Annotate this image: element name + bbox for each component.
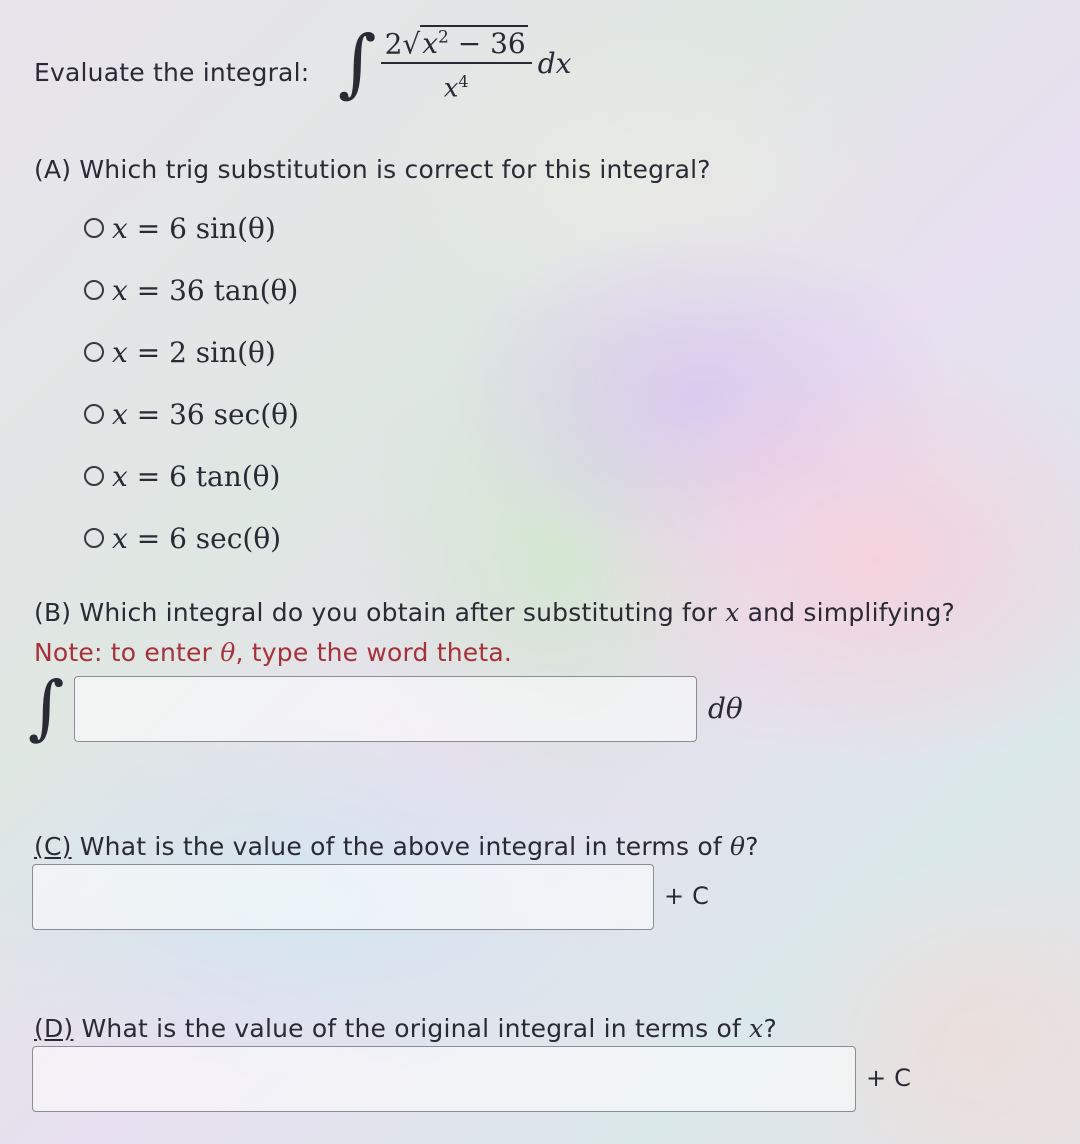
part-c-label: (C) (34, 832, 72, 861)
part-a-options (84, 208, 299, 558)
part-d-input[interactable] (32, 1046, 856, 1112)
part-b-question-text: (B) Which integral do you obtain after substituting for (34, 598, 726, 627)
note-theta: θ (220, 638, 236, 667)
sqrt-symbol: √ (402, 27, 421, 61)
option-2sin[interactable] (84, 332, 299, 372)
option-variable: x (112, 335, 128, 369)
note-text-end: , type the word theta. (235, 638, 513, 667)
option-6sin[interactable] (84, 208, 299, 248)
differential: dx (537, 46, 572, 80)
option-36sec[interactable] (84, 394, 299, 434)
option-math (112, 336, 276, 369)
option-equals: = (127, 211, 170, 245)
radicand-exponent: 2 (438, 28, 449, 48)
option-equals: = (127, 335, 170, 369)
radicand-constant: − 36 (448, 27, 526, 61)
option-value: 6 tan(θ) (169, 459, 281, 493)
option-math (112, 522, 281, 555)
option-equals: = (127, 397, 170, 431)
integral-sign: ∫ (338, 20, 377, 107)
option-36tan[interactable] (84, 270, 299, 310)
part-d-plus-c: + C (866, 1064, 912, 1092)
radicand-variable: x (422, 27, 439, 61)
option-value: 6 sin(θ) (169, 211, 276, 245)
integral-expression (338, 20, 571, 107)
part-c-question-end: ? (745, 832, 759, 861)
option-6tan[interactable] (84, 456, 299, 496)
integrand-numerator (381, 20, 532, 64)
part-c-question (34, 832, 759, 861)
radio-button[interactable] (84, 218, 104, 238)
part-d-label: (D) (34, 1014, 74, 1043)
option-variable: x (112, 459, 128, 493)
part-c-plus-c: + C (664, 882, 710, 910)
radicand (420, 25, 528, 60)
option-6sec[interactable] (84, 518, 299, 558)
option-math (112, 274, 298, 307)
option-value: 36 sec(θ) (169, 397, 299, 431)
part-d-variable: x (749, 1014, 764, 1043)
option-math (112, 398, 299, 431)
part-a-question: (A) Which trig substitution is correct for this integral? (34, 155, 711, 184)
denominator-variable: x (443, 73, 459, 104)
option-variable: x (112, 397, 128, 431)
integrand-denominator (444, 64, 469, 107)
option-equals: = (127, 273, 170, 307)
part-b-dtheta: dθ (708, 692, 743, 725)
option-math (112, 212, 276, 245)
part-b-question (34, 598, 955, 627)
part-b-input[interactable] (74, 676, 697, 742)
part-c-question-text: What is the value of the above integral in terms of (71, 832, 730, 861)
option-variable: x (112, 521, 128, 555)
part-b-integral-sign: ∫ (28, 666, 65, 748)
part-d-question (34, 1014, 777, 1043)
part-d-question-end: ? (763, 1014, 777, 1043)
radio-button[interactable] (84, 528, 104, 548)
part-b-variable: x (725, 598, 740, 627)
numerator-coefficient: 2 (384, 27, 403, 61)
option-value: 6 sec(θ) (169, 521, 282, 555)
option-math (112, 460, 280, 493)
option-equals: = (127, 521, 170, 555)
option-value: 2 sin(θ) (169, 335, 276, 369)
radio-button[interactable] (84, 342, 104, 362)
option-variable: x (112, 273, 128, 307)
denominator-exponent: 4 (458, 72, 469, 92)
part-b-question-text-end: and simplifying? (739, 598, 955, 627)
radio-button[interactable] (84, 404, 104, 424)
integrand-fraction (381, 20, 532, 107)
part-c-theta: θ (729, 832, 746, 861)
prompt-label: Evaluate the integral: (34, 58, 310, 87)
radio-button[interactable] (84, 466, 104, 486)
note-text: Note: to enter (34, 638, 221, 667)
part-d-question-text: What is the value of the original integral in terms of (73, 1014, 750, 1043)
option-equals: = (127, 459, 170, 493)
part-c-input[interactable] (32, 864, 654, 930)
radio-button[interactable] (84, 280, 104, 300)
option-variable: x (112, 211, 128, 245)
part-b-note (34, 638, 512, 667)
option-value: 36 tan(θ) (169, 273, 299, 307)
